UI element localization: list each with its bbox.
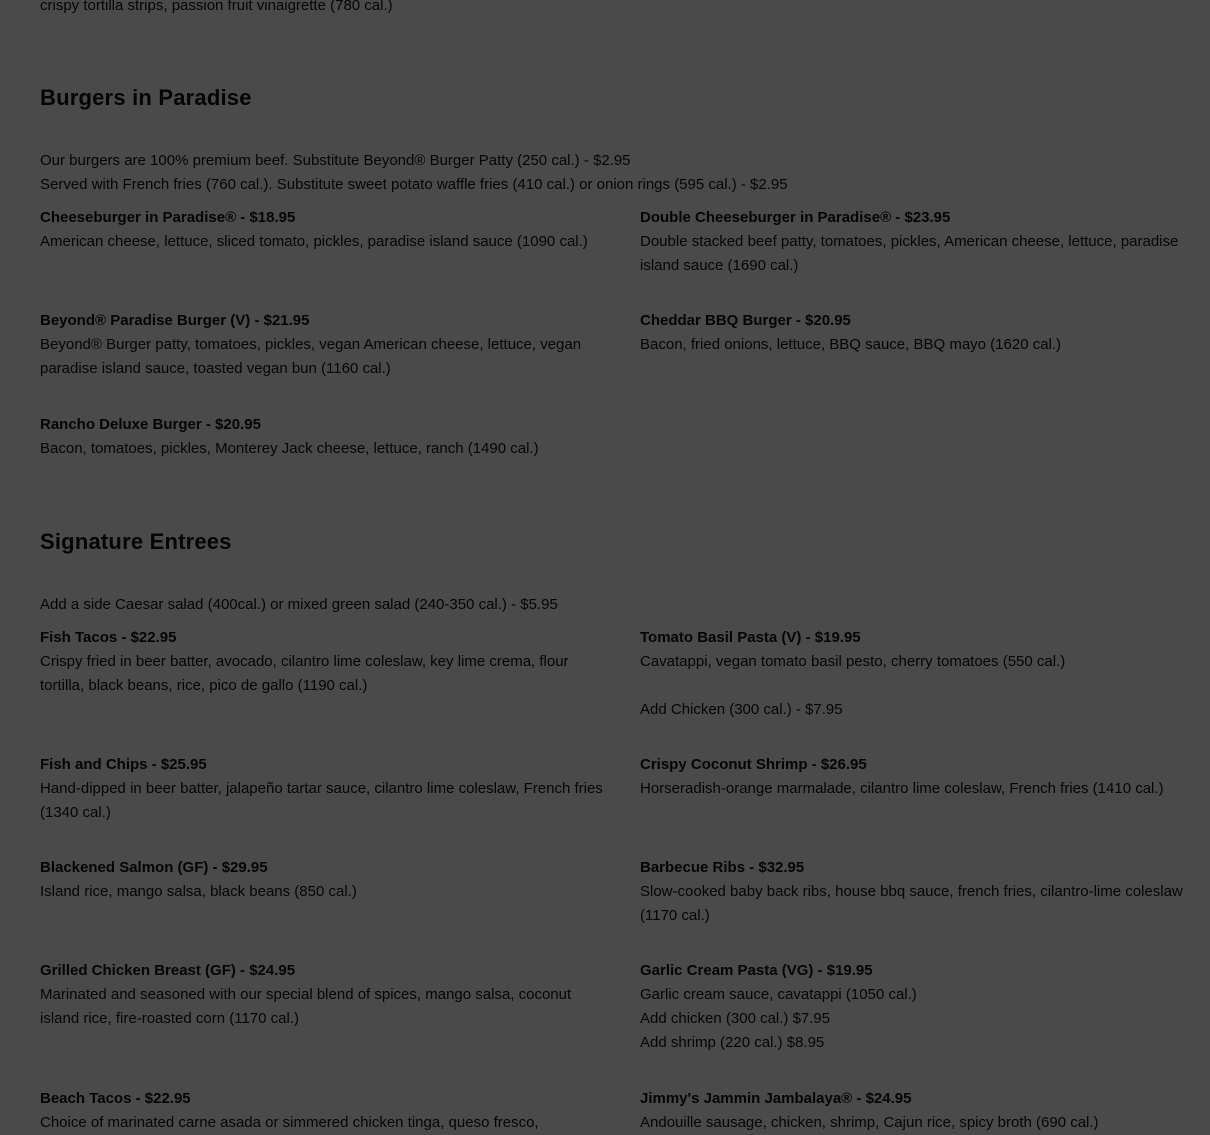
menu-item-name: Beach Tacos - $22.95 <box>40 1090 191 1107</box>
menu-item-description: Cavatappi, vegan tomato basil pesto, cherry tomatoes (550 cal.) <box>640 653 1066 670</box>
menu-item-name: Cheeseburger in Paradise® - $18.95 <box>40 209 296 226</box>
menu-item-garlic-cream-pasta <box>640 961 1185 1055</box>
menu-item-name: Rancho Deluxe Burger - $20.95 <box>40 416 261 433</box>
menu-item-jimmys-jammin-jambalaya <box>640 1089 1185 1135</box>
menu-item-description: Garlic cream sauce, cavatappi (1050 cal.) <box>640 986 917 1003</box>
menu-item-cheddar-bbq-burger <box>640 311 1185 357</box>
menu-item-description: Bacon, fried onions, lettuce, BBQ sauce, BBQ mayo (1620 cal.) <box>640 336 1062 353</box>
menu-item-name: Grilled Chicken Breast (GF) - $24.95 <box>40 962 296 979</box>
menu-item-description: Marinated and seasoned with our special blend of spices, mango salsa, coconut island rice, fire-roasted corn (1170 cal.) <box>40 986 572 1027</box>
menu-item-fish-tacos <box>40 628 606 698</box>
menu-item-name: Barbecue Ribs - $32.95 <box>640 859 805 876</box>
menu-item-crispy-coconut-shrimp <box>640 755 1185 801</box>
menu-item-rancho-deluxe-burger <box>40 415 606 461</box>
menu-item-name: Garlic Cream Pasta (VG) - $19.95 <box>640 962 873 979</box>
menu-item-grilled-chicken-breast <box>40 961 606 1031</box>
section-title-entrees: Signature Entrees <box>40 529 232 554</box>
menu-item-fish-and-chips <box>40 755 606 825</box>
menu-item-description: Choice of marinated carne asada or simmered chicken tinga, queso fresco, <box>40 1114 539 1131</box>
menu-item-add-on: Add shrimp (220 cal.) $8.95 <box>640 1034 825 1051</box>
menu-item-tomato-basil-pasta <box>640 628 1185 722</box>
burgers-note-line-2: Served with French fries (760 cal.). Substitute sweet potato waffle fries (410 cal.) or onion rings (595 cal.) - $2.95 <box>40 176 788 193</box>
menu-item-name: Beyond® Paradise Burger (V) - $21.95 <box>40 312 310 329</box>
menu-item-beach-tacos <box>40 1089 606 1135</box>
menu-item-description: Bacon, tomatoes, pickles, Monterey Jack cheese, lettuce, ranch (1490 cal.) <box>40 440 539 457</box>
previous-item-description: crispy tortilla strips, passion fruit vinaigrette (780 cal.) <box>40 0 393 14</box>
menu-item-beyond-burger <box>40 311 606 381</box>
menu-item-description: Andouille sausage, chicken, shrimp, Cajun rice, spicy broth (690 cal.) <box>640 1114 1099 1131</box>
section-title-burgers: Burgers in Paradise <box>40 85 252 110</box>
menu-item-add-on: Add chicken (300 cal.) $7.95 <box>640 1010 831 1027</box>
menu-item-description: Double stacked beef patty, tomatoes, pickles, American cheese, lettuce, paradise island sauce (1690 cal.) <box>640 233 1179 274</box>
menu-item-name: Blackened Salmon (GF) - $29.95 <box>40 859 268 876</box>
menu-item-cheeseburger <box>40 208 606 254</box>
menu-item-description: American cheese, lettuce, sliced tomato, pickles, paradise island sauce (1090 cal.) <box>40 233 588 250</box>
menu-item-name: Jimmy's Jammin Jambalaya® - $24.95 <box>640 1090 912 1107</box>
menu-item-description: Crispy fried in beer batter, avocado, cilantro lime coleslaw, key lime crema, flour tortilla, black beans, rice, pico de gallo (1190 cal.) <box>40 653 569 694</box>
menu-item-description: Horseradish-orange marmalade, cilantro lime coleslaw, French fries (1410 cal.) <box>640 780 1164 797</box>
menu-item-name: Tomato Basil Pasta (V) - $19.95 <box>640 629 861 646</box>
menu-item-blackened-salmon <box>40 858 606 904</box>
menu-item-description: Slow-cooked baby back ribs, house bbq sauce, french fries, cilantro-lime coleslaw (1170 cal.) <box>640 883 1183 924</box>
entrees-note-line-1: Add a side Caesar salad (400cal.) or mixed green salad (240-350 cal.) - $5.95 <box>40 596 558 613</box>
menu-item-name: Fish Tacos - $22.95 <box>40 629 177 646</box>
menu-item-double-cheeseburger <box>640 208 1185 278</box>
menu-item-description: Island rice, mango salsa, black beans (850 cal.) <box>40 883 357 900</box>
menu-item-name: Fish and Chips - $25.95 <box>40 756 207 773</box>
menu-item-barbecue-ribs <box>640 858 1185 928</box>
menu-item-description: Hand-dipped in beer batter, jalapeño tartar sauce, cilantro lime coleslaw, French fries (1340 cal.) <box>40 780 603 821</box>
menu-item-add-on: Add Chicken (300 cal.) - $7.95 <box>640 701 843 718</box>
menu-item-name: Double Cheeseburger in Paradise® - $23.95 <box>640 209 951 226</box>
menu-item-description: Beyond® Burger patty, tomatoes, pickles, vegan American cheese, lettuce, vegan paradise island sauce, toasted vegan bun (1160 cal.) <box>40 336 582 377</box>
menu-item-name: Cheddar BBQ Burger - $20.95 <box>640 312 851 329</box>
burgers-note-line-1: Our burgers are 100% premium beef. Substitute Beyond® Burger Patty (250 cal.) - $2.95 <box>40 152 631 169</box>
menu-item-name: Crispy Coconut Shrimp - $26.95 <box>640 756 867 773</box>
